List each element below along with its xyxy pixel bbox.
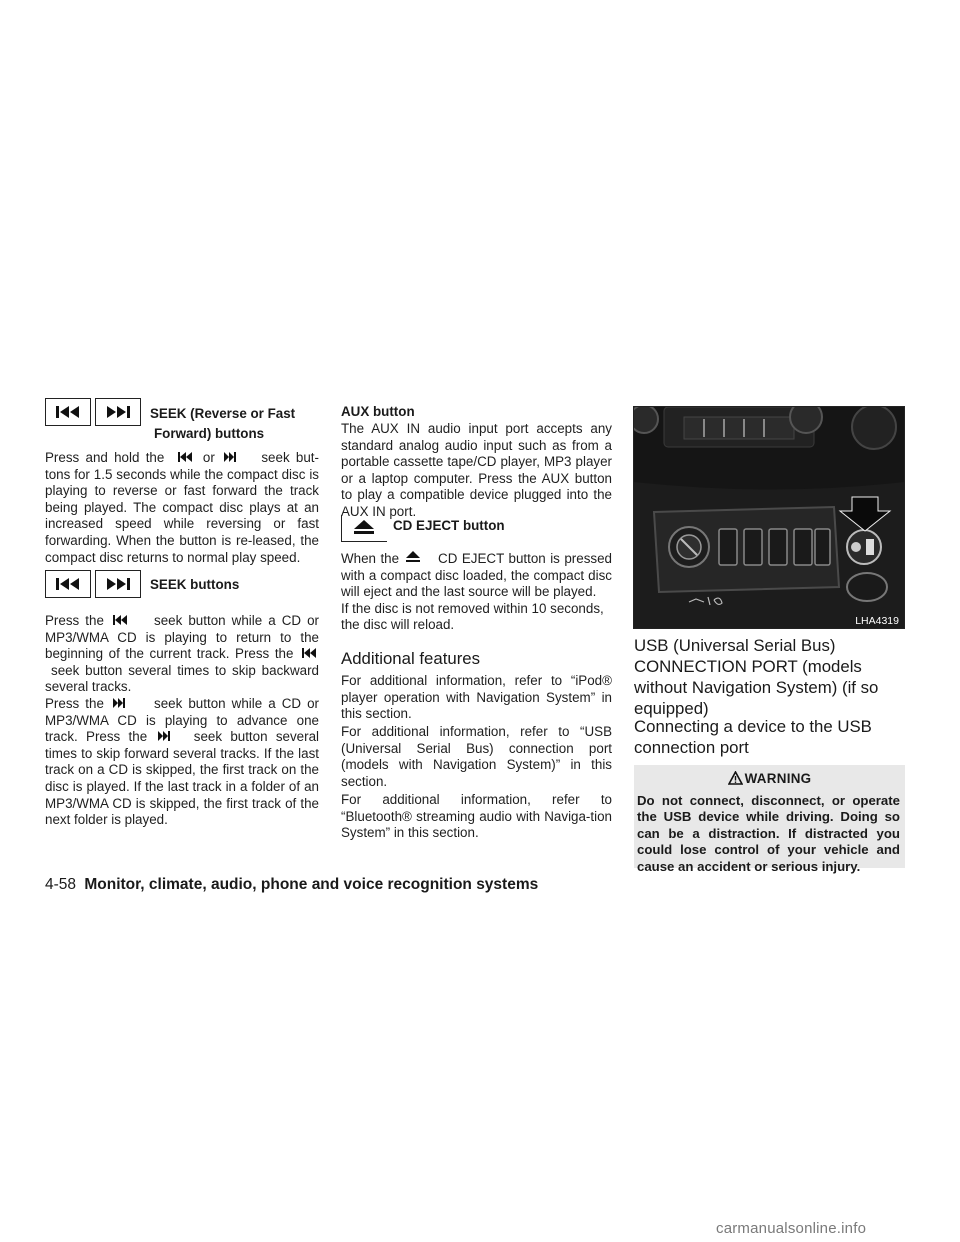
eject-b: with a compact disc loaded, the compact disc will eject and the last source will be played. (341, 567, 612, 600)
p3-a: seek button while a CD or MP3/WMA CD is playing to advance one (45, 696, 319, 728)
seek-forward-icon (105, 577, 131, 591)
seek-reverse-button-graphic (45, 570, 91, 598)
ref-ipod-paragraph: For additional information, refer to “iPod® player operation with Navigation System” in this section. (341, 673, 612, 722)
seek-forward-button-graphic (95, 570, 141, 598)
usb-port-figure (633, 406, 905, 629)
eject-icon (406, 551, 420, 563)
p3-track: track. Press the (45, 729, 148, 745)
eject-prefix: When the (341, 551, 400, 566)
aux-paragraph: The AUX IN audio input port accepts any standard analog audio input such as from a portable cassette tape/CD player, MP3 player or a laptop computer. Press the AUX button to play a compatible device plugged into the AUX IN port. (341, 421, 612, 519)
warning-box (634, 765, 905, 874)
p2-a: seek button while a CD or MP3/WMA CD is playing to return to the beginning of the current track. Press (45, 613, 319, 662)
aux-heading: AUX button (341, 404, 415, 419)
seek-rf-label-line1: SEEK (Reverse or Fast (150, 406, 296, 421)
seek-forward-button-graphic (95, 398, 141, 426)
eject-paragraph (341, 551, 612, 634)
seek-forward-paragraph (45, 696, 319, 829)
page-number: 4-58 (45, 876, 77, 893)
seek-buttons-row (45, 570, 141, 598)
warning-text: Do not connect, disconnect, or operate the USB device while driving. Doing so can be a distraction. If distracted you could lose control of your vehicle and cause an accident or serious injury. (637, 793, 900, 874)
watermark: carmanualsonline.info (716, 1220, 867, 1237)
p3-prefix: Press the (45, 696, 104, 711)
reload-paragraph: If the disc is not removed within 10 seconds, the disc will reload. (341, 600, 604, 633)
warning-title-row (634, 771, 905, 786)
seek-reverse-icon (55, 577, 81, 591)
eject-a: CD EJECT button is pressed (438, 551, 612, 566)
page-footer (45, 876, 538, 894)
seek-reverse-icon (55, 405, 81, 419)
eject-button-graphic (341, 515, 387, 542)
seek-reverse-icon (301, 648, 317, 658)
seek-rf-buttons-row (45, 398, 141, 426)
p2-the: the (274, 646, 294, 662)
seek-reverse-icon (112, 615, 128, 625)
p1-or: or (202, 450, 215, 465)
additional-features-heading: Additional features (341, 649, 481, 668)
warning-title: WARNING (744, 771, 812, 786)
seek-rf-label (150, 404, 295, 444)
seek-reverse-button-graphic (45, 398, 91, 426)
p3-b: seek button several times to skip forward several tracks. If the last track on a CD is skipped, the first track on the disc is played. If the last track in a folder of an MP3/WMA CD is skipped, the first track of the next folder is played. (45, 729, 319, 828)
seek-forward-icon (157, 731, 173, 741)
seek-rf-label-line2: Forward) buttons (154, 426, 265, 441)
figure-code: LHA4319 (855, 615, 899, 627)
seek-forward-icon (105, 405, 131, 419)
seek-forward-icon (223, 452, 239, 462)
usb-connection-port-heading: USB (Universal Serial Bus) CONNECTION PORT (models without Navigation System) (if so equipped) (634, 636, 879, 718)
connecting-device-heading: Connecting a device to the USB connection port (634, 717, 872, 757)
p2-b: seek button several times to skip backward several tracks. (45, 662, 319, 695)
dashboard-illustration (634, 407, 904, 628)
seek-reverse-icon (173, 452, 195, 462)
p2-prefix: Press the (45, 613, 104, 628)
eject-icon (354, 520, 374, 534)
p1-prefix: Press and hold the (45, 450, 165, 465)
seek-forward-icon (112, 698, 128, 708)
seek-reverse-paragraph (45, 613, 319, 696)
ref-bluetooth-paragraph: For additional information, refer to “Bluetooth® streaming audio with Naviga-tion System” in this section. (341, 792, 612, 841)
eject-label: CD EJECT button (393, 518, 505, 533)
seek-hold-paragraph (45, 450, 319, 566)
p1-mid: seek but- (261, 450, 319, 465)
section-title: Monitor, climate, audio, phone and voice recognition systems (84, 876, 539, 893)
ref-usb-paragraph: For additional information, refer to “USB (Universal Serial Bus) connection port (models with Navigation System)” in this section. (341, 724, 612, 789)
p1-rest: tons for 1.5 seconds while the compact disc is playing to reverse or fast forward the track being played. The compact disc plays at an increased speed while reversing or fast forwarding. When the button is re-leased, the compact disc returns to normal play speed. (45, 466, 319, 565)
seek-buttons-label: SEEK buttons (150, 577, 240, 592)
warning-icon (728, 771, 743, 785)
